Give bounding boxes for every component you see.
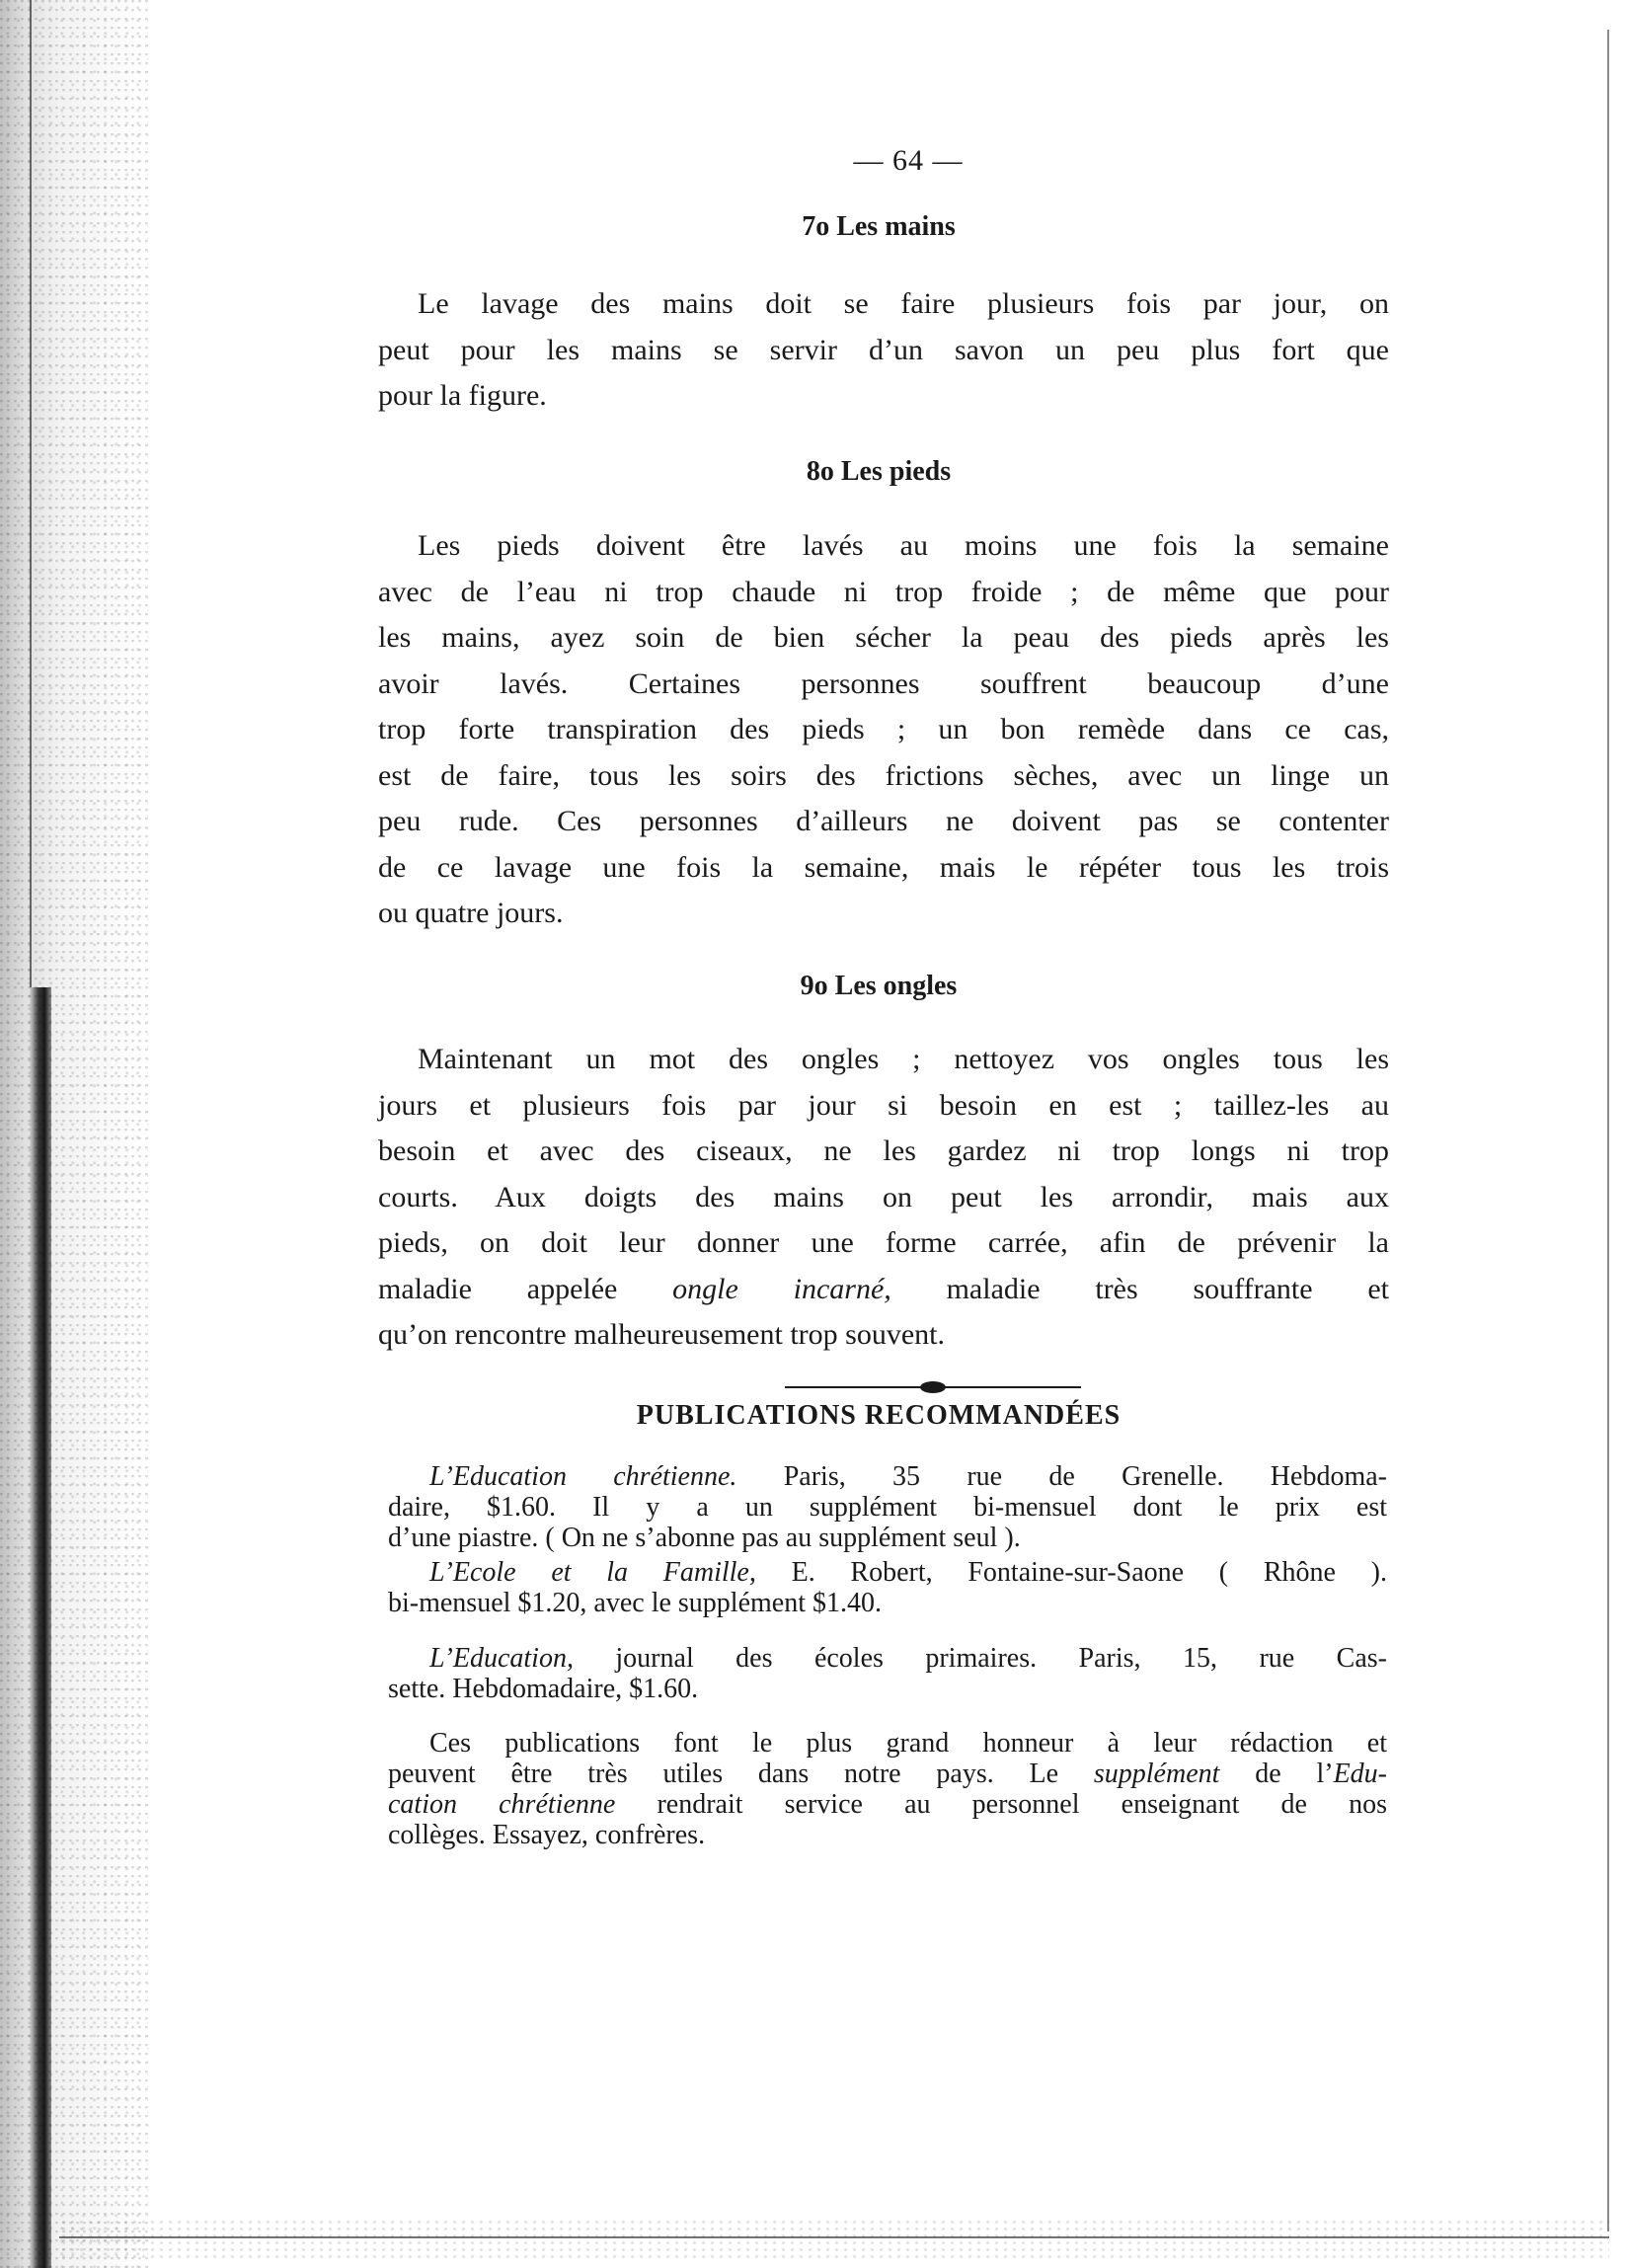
text-line: trop forte transpiration des pieds ; un bon remède dans ce cas, [378,713,1389,745]
publication-entry [388,1557,1387,1618]
text-fragment: maladie très souffrante et [890,1272,1389,1305]
paragraph-mains [378,281,1389,420]
text-line: les mains, ayez soin de bien sécher la peau des pieds après les [378,621,1389,654]
publication-entry [388,1461,1387,1553]
text-line [378,1267,1389,1313]
text-fragment: peuvent être très utiles dans notre pays. Le [388,1759,1094,1789]
section-heading-ongles: 9o Les ongles [800,971,958,1001]
text-fragment: rendrait service au personnel enseignant de nos [615,1789,1387,1820]
section-heading-mains: 7o Les mains [802,211,956,242]
italic-term: ongle incarné, [672,1272,891,1305]
text-line [388,1557,1387,1588]
bottom-scan-noise [59,2219,1609,2258]
page-right-edge [1599,0,1625,2268]
paragraph-pieds [378,523,1389,937]
publication-title: L’Ecole et la Famille, [429,1557,756,1588]
text-line: pour la figure. [378,379,547,412]
paragraph-ongles [378,1037,1389,1359]
text-line: peu rude. Ces personnes d’ailleurs ne doivent pas se contenter [378,805,1389,837]
divider-flourish [920,1381,946,1393]
text-line: pieds, on doit leur donner une forme carrée, afin de prévenir la [378,1226,1389,1259]
text-line: de ce lavage une fois la semaine, mais le répéter tous les trois [378,850,1389,884]
text-line: d’une piastre. ( On ne s’abonne pas au supplément seul ). [388,1523,1021,1553]
publications-closing-paragraph [388,1728,1387,1850]
binding-line [30,0,32,987]
text-line: sette. Hebdomadaire, $1.60. [388,1674,699,1704]
text-fragment: de l’ [1219,1759,1334,1789]
text-line: ou quatre jours. [378,897,564,929]
publication-title: L’Education chrétienne. [429,1461,737,1492]
text-line: Maintenant un mot des ongles ; nettoyez vos ongles tous les [418,1043,1389,1075]
italic-term: cation chrétienne [388,1789,616,1820]
text-line: avoir lavés. Certaines personnes souffrent beaucoup d’une [378,666,1389,700]
right-edge-line [1607,30,1609,2231]
text-line: jours et plusieurs fois par jour si besoin en est ; taillez-les au [378,1088,1389,1122]
text-line [388,1461,1387,1492]
text-line [388,1789,1387,1820]
publication-title: L’Education, [429,1643,574,1674]
page-bottom-edge [59,2219,1609,2258]
text-line: daire, $1.60. Il y a un supplément bi-mensuel dont le prix est [388,1492,1387,1523]
text-line: bi-mensuel $1.20, avec le supplément $1.40. [388,1588,882,1618]
section-heading-pieds: 8o Les pieds [806,456,952,487]
text-line: peut pour les mains se servir d’un savon un peu plus fort que [378,333,1389,366]
binding-shadow [30,987,51,2268]
text-line: qu’on rencontre malheureusement trop souvent. [378,1318,945,1351]
italic-term: Edu- [1333,1759,1387,1789]
text-fragment: journal des écoles primaires. Paris, 15, rue Cas- [573,1643,1387,1674]
text-line: collèges. Essayez, confrères. [388,1820,706,1850]
text-line: Les pieds doivent être lavés au moins une fois la semaine [418,529,1389,562]
text-fragment: Paris, 35 rue de Grenelle. Hebdoma- [736,1461,1387,1492]
page-left-edge-scan-noise [0,0,148,2268]
bottom-edge-line [59,2236,1609,2238]
text-line: Le lavage des mains doit se faire plusieurs fois par jour, on [418,287,1389,320]
ornamental-divider [785,1377,1081,1397]
text-line: est de faire, tous les soirs des frictions sèches, avec un linge un [378,758,1389,792]
publications-heading: PUBLICATIONS RECOMMANDÉES [636,1400,1122,1431]
text-line [388,1643,1387,1674]
page-number: — 64 — [853,144,964,177]
text-line: courts. Aux doigts des mains on peut les arrondir, mais aux [378,1180,1389,1213]
text-fragment: maladie appelée [378,1272,673,1305]
text-line: Ces publications font le plus grand honneur à leur rédaction et [429,1728,1387,1759]
publication-entry [388,1643,1387,1704]
text-fragment: E. Robert, Fontaine-sur-Saone ( Rhône ). [755,1557,1387,1588]
italic-term: supplément [1093,1759,1220,1789]
text-line [388,1759,1387,1789]
text-line: besoin et avec des ciseaux, ne les gardez ni trop longs ni trop [378,1134,1389,1167]
text-line: avec de l’eau ni trop chaude ni trop froide ; de même que pour [378,575,1389,608]
